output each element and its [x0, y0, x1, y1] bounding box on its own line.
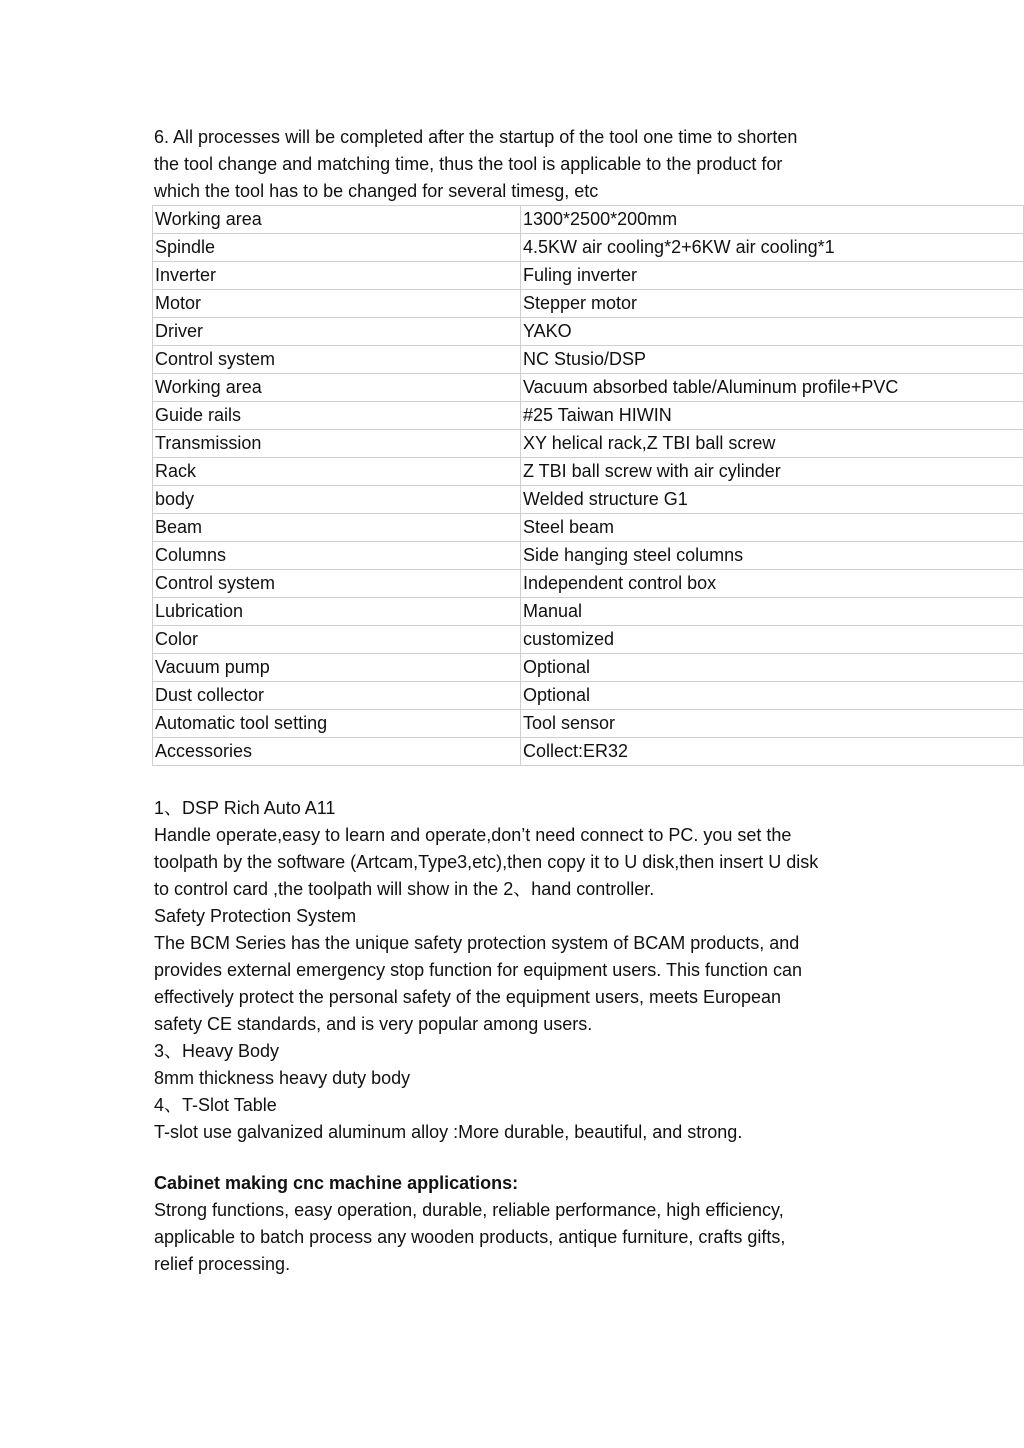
- intro-line: which the tool has to be changed for several timesg, etc: [154, 181, 599, 201]
- spec-key: Spindle: [153, 234, 521, 262]
- spec-table: [152, 205, 1024, 766]
- intro-line: 6. All processes will be completed after the startup of the tool one time to shorten: [154, 127, 798, 147]
- table-row: [153, 570, 1024, 598]
- spec-key: Motor: [153, 290, 521, 318]
- table-row: [153, 262, 1024, 290]
- spec-value: Vacuum absorbed table/Aluminum profile+PVC: [521, 374, 1024, 402]
- spec-value: Collect:ER32: [521, 738, 1024, 766]
- spec-value: customized: [521, 626, 1024, 654]
- feature-line: The BCM Series has the unique safety protection system of BCAM products, and: [154, 933, 800, 953]
- table-row: [153, 710, 1024, 738]
- spec-key: body: [153, 486, 521, 514]
- feature-line: to control card ,the toolpath will show in the 2、hand controller.: [154, 879, 655, 899]
- spec-key: Dust collector: [153, 682, 521, 710]
- spec-key: Control system: [153, 570, 521, 598]
- table-row: [153, 738, 1024, 766]
- spec-value: Manual: [521, 598, 1024, 626]
- spec-value: Tool sensor: [521, 710, 1024, 738]
- table-row: [153, 290, 1024, 318]
- feature-line: 8mm thickness heavy duty body: [154, 1068, 411, 1088]
- spec-key: Control system: [153, 346, 521, 374]
- applications-line: Strong functions, easy operation, durable, reliable performance, high efficiency,: [154, 1200, 784, 1220]
- table-row: [153, 486, 1024, 514]
- spec-key: Working area: [153, 374, 521, 402]
- feature-line: 4、T-Slot Table: [154, 1095, 277, 1115]
- spec-value: #25 Taiwan HIWIN: [521, 402, 1024, 430]
- intro-line: the tool change and matching time, thus the tool is applicable to the product for: [154, 154, 783, 174]
- spec-key: Columns: [153, 542, 521, 570]
- table-row: [153, 682, 1024, 710]
- spec-value: Welded structure G1: [521, 486, 1024, 514]
- table-row: [153, 542, 1024, 570]
- feature-line: Safety Protection System: [154, 906, 357, 926]
- spec-key: Guide rails: [153, 402, 521, 430]
- intro-paragraph: [154, 124, 884, 205]
- feature-line: provides external emergency stop function for equipment users. This function can: [154, 960, 803, 980]
- spec-value: YAKO: [521, 318, 1024, 346]
- spec-key: Driver: [153, 318, 521, 346]
- spec-value: Optional: [521, 682, 1024, 710]
- spec-value: XY helical rack,Z TBI ball screw: [521, 430, 1024, 458]
- spec-value: 4.5KW air cooling*2+6KW air cooling*1: [521, 234, 1024, 262]
- feature-line: Handle operate,easy to learn and operate,don’t need connect to PC. you set the: [154, 825, 792, 845]
- applications-line: applicable to batch process any wooden products, antique furniture, crafts gifts,: [154, 1227, 786, 1247]
- spec-key: Color: [153, 626, 521, 654]
- spec-value: Fuling inverter: [521, 262, 1024, 290]
- feature-line: T-slot use galvanized aluminum alloy :More durable, beautiful, and strong.: [154, 1122, 743, 1142]
- table-row: [153, 374, 1024, 402]
- table-row: [153, 514, 1024, 542]
- table-row: [153, 346, 1024, 374]
- feature-line: 1、DSP Rich Auto A11: [154, 798, 336, 818]
- table-row: [153, 206, 1024, 234]
- table-row: [153, 430, 1024, 458]
- feature-line: safety CE standards, and is very popular among users.: [154, 1014, 593, 1034]
- spec-value: NC Stusio/DSP: [521, 346, 1024, 374]
- table-row: [153, 402, 1024, 430]
- applications-line: relief processing.: [154, 1254, 291, 1274]
- spec-key: Automatic tool setting: [153, 710, 521, 738]
- applications-section: [154, 1170, 884, 1278]
- features-section: [154, 795, 884, 1146]
- spec-value: Stepper motor: [521, 290, 1024, 318]
- feature-line: 3、Heavy Body: [154, 1041, 280, 1061]
- spec-value: Side hanging steel columns: [521, 542, 1024, 570]
- spec-value: Optional: [521, 654, 1024, 682]
- table-row: [153, 318, 1024, 346]
- table-row: [153, 598, 1024, 626]
- table-row: [153, 458, 1024, 486]
- feature-line: toolpath by the software (Artcam,Type3,etc),then copy it to U disk,then insert U disk: [154, 852, 819, 872]
- table-row: [153, 626, 1024, 654]
- spec-key: Working area: [153, 206, 521, 234]
- spec-key: Beam: [153, 514, 521, 542]
- feature-line: effectively protect the personal safety of the equipment users, meets European: [154, 987, 782, 1007]
- table-row: [153, 234, 1024, 262]
- spec-key: Vacuum pump: [153, 654, 521, 682]
- spec-key: Inverter: [153, 262, 521, 290]
- spec-value: Z TBI ball screw with air cylinder: [521, 458, 1024, 486]
- spec-value: Steel beam: [521, 514, 1024, 542]
- spec-key: Lubrication: [153, 598, 521, 626]
- spec-key: Rack: [153, 458, 521, 486]
- table-row: [153, 654, 1024, 682]
- spec-value: Independent control box: [521, 570, 1024, 598]
- spec-key: Transmission: [153, 430, 521, 458]
- spec-value: 1300*2500*200mm: [521, 206, 1024, 234]
- spec-key: Accessories: [153, 738, 521, 766]
- applications-heading: Cabinet making cnc machine applications:: [154, 1173, 519, 1193]
